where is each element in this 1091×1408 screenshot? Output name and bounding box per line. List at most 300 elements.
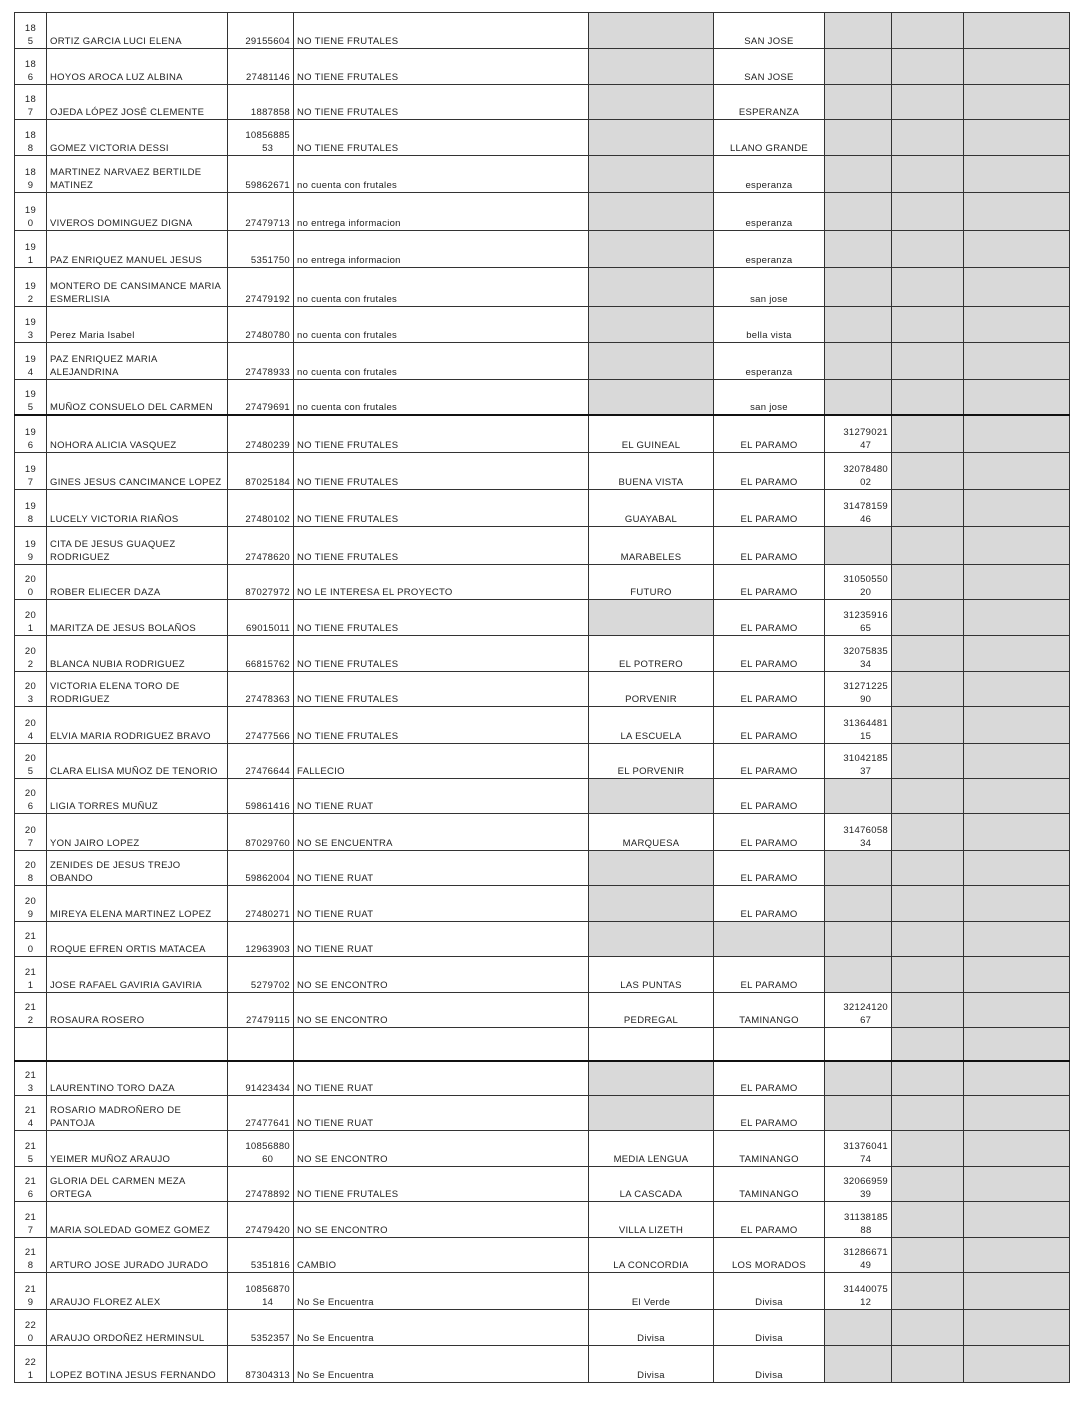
municipio [714,1061,825,1096]
vereda [589,343,714,380]
observation-text: No Se Encuentra [297,1333,374,1344]
row-number-part: 8 [27,1260,34,1271]
municipio [714,343,825,380]
table-row [15,672,1070,707]
empty-row [15,1028,1070,1061]
phone-number-part: 32078480 [843,464,888,475]
vereda [589,744,714,779]
beneficiary-name-line: CLARA ELISA MUÑOZ DE TENORIO [50,766,218,777]
table-row [15,156,1070,193]
municipio [714,1131,825,1167]
id-document [228,13,294,49]
id-document-value [251,1259,290,1272]
id-document-part: 66815762 [245,659,290,670]
phone-number-part: 74 [860,1154,872,1165]
beneficiary-name [47,886,228,922]
beneficiary-name-line: VIVEROS DOMINGUEZ DIGNA [50,218,193,229]
row-number-part: 19 [24,205,37,216]
observation-text: no entrega informacion [297,255,401,266]
table-row [15,120,1070,156]
vereda-text: El Verde [631,1297,671,1308]
extra-cell-1 [892,490,964,527]
table-row [15,851,1070,886]
empty-cell [825,1028,892,1061]
phone-number [825,636,892,672]
phone-number [825,13,892,49]
observation-text: NO SE ENCONTRO [297,1154,388,1165]
id-document-value [245,730,290,743]
id-document-part: 91423434 [245,1083,290,1094]
vereda [589,231,714,268]
observation-text: NO TIENE FRUTALES [297,1189,399,1200]
municipio [714,565,825,600]
row-number-part: 6 [27,440,34,451]
id-document [228,1202,294,1238]
beneficiary-name-line: ARAUJO ORDOÑEZ HERMINSUL [50,1333,205,1344]
vereda-text: Divisa [637,1370,665,1381]
row-number-part: 4 [27,367,34,378]
row-number [15,707,47,744]
observation [294,156,589,193]
id-document [228,1273,294,1310]
id-document [228,527,294,565]
row-number [15,1167,47,1202]
row-number-part: 1 [27,980,34,991]
vereda [589,957,714,993]
vereda [589,565,714,600]
vereda [589,779,714,814]
beneficiary-name-line: MUÑOZ CONSUELO DEL CARMEN [50,401,213,413]
row-number [15,1096,47,1131]
vereda-text: LA CASCADA [619,1189,683,1200]
extra-cell-2 [964,1096,1070,1131]
phone-number-part: 31376041 [843,1141,888,1152]
municipio [714,1167,825,1202]
id-document-value [245,401,290,414]
row-number-part: 8 [27,143,34,154]
phone-number-part: 39 [860,1189,872,1200]
beneficiary-name-line: MARIA SOLEDAD GOMEZ GOMEZ [50,1225,211,1236]
phone-number [825,49,892,85]
extra-cell-2 [964,527,1070,565]
observation [294,672,589,707]
vereda [589,707,714,744]
municipio [714,993,825,1028]
row-number-part: 19 [24,539,37,550]
vereda [589,120,714,156]
id-document-value [245,551,290,564]
phone-number-part: 31286671 [843,1247,888,1258]
id-document [228,744,294,779]
observation [294,453,589,490]
id-document-value [245,765,290,778]
phone-number [825,490,892,527]
observation [294,886,589,922]
phone-number [825,922,892,957]
id-document-part: 87025184 [245,477,290,488]
beneficiary-name-line: GOMEZ VICTORIA DESSI [50,143,169,154]
phone-number-part: 37 [860,766,872,777]
observation-text: NO TIENE FRUTALES [297,731,399,742]
id-document [228,156,294,193]
municipio [714,1310,825,1346]
municipio [714,744,825,779]
vereda-text: VILLA LIZETH [618,1225,684,1236]
id-document [228,636,294,672]
id-document-part: 27481146 [246,72,290,83]
beneficiary-name-line: CITA DE JESUS GUAQUEZ [50,539,176,550]
extra-cell-1 [892,1346,964,1383]
phone-number [825,1061,892,1096]
beneficiary-name-line: MATINEZ [50,180,94,191]
row-number-part: 0 [27,587,34,598]
phone-number-value [843,680,888,706]
id-document-value [245,908,290,921]
vereda-text: LA ESCUELA [620,731,682,742]
observation [294,1238,589,1273]
row-number-part: 21 [24,1105,37,1116]
id-document-part: 27478363 [245,694,290,705]
row-number [15,886,47,922]
table-row [15,1061,1070,1096]
extra-cell-1 [892,1202,964,1238]
observation [294,85,589,120]
observation-text: no entrega informacion [297,218,401,229]
id-document-part: 12963903 [245,944,290,955]
row-number-part: 5 [27,401,34,413]
row-number [15,1310,47,1346]
beneficiary-name-line: PAZ ENRIQUEZ MANUEL JESUS [50,255,203,266]
table-row [15,1131,1070,1167]
row-number [15,922,47,957]
beneficiary-name [47,490,228,527]
vereda [589,1346,714,1383]
row-number [15,453,47,490]
beneficiary-name [47,957,228,993]
id-document-part: 27478933 [245,367,290,378]
row-number-part: 20 [24,574,37,585]
extra-cell-2 [964,85,1070,120]
id-document-value [245,179,290,192]
id-document-part: 27478620 [245,552,290,563]
municipio-text: EL PARAMO [740,623,798,634]
id-document-part: 27478892 [245,1189,290,1200]
id-document-value [245,1117,290,1130]
extra-cell-1 [892,636,964,672]
extra-cell-1 [892,707,964,744]
row-number [15,380,47,415]
row-number-part: 20 [24,788,37,799]
id-document [228,672,294,707]
id-document-value [245,1224,290,1237]
extra-cell-2 [964,1061,1070,1096]
phone-number [825,1202,892,1238]
id-document [228,415,294,453]
beneficiary-name [47,1131,228,1167]
row-number-part: 20 [24,718,37,729]
beneficiary-name-line: MARTINEZ NARVAEZ BERTILDE [50,167,202,178]
table-row [15,1310,1070,1346]
beneficiary-name [47,672,228,707]
beneficiary-name [47,779,228,814]
beneficiary-name-line: OBANDO [50,873,93,884]
row-number-part: 6 [27,801,34,812]
id-document-value [245,513,290,526]
municipio [714,814,825,851]
id-document [228,85,294,120]
id-document-part: 87304313 [245,1370,290,1381]
observation-text: no cuenta con frutales [297,401,398,413]
beneficiary-name-line: Perez Maria Isabel [50,330,135,341]
municipio-text: SAN JOSE [744,72,794,83]
phone-number [825,380,892,415]
municipio-text: LOS MORADOS [731,1260,807,1271]
observation-text: NO TIENE FRUTALES [297,440,399,451]
phone-number-part: 32066959 [843,1176,888,1187]
row-number [15,343,47,380]
id-document [228,1238,294,1273]
table-row [15,922,1070,957]
beneficiary-name [47,1096,228,1131]
extra-cell-1 [892,1273,964,1310]
row-number-part: 4 [27,1118,34,1129]
municipio-text: EL PARAMO [740,694,798,705]
beneficiary-name [47,814,228,851]
phone-number-value [843,717,888,743]
beneficiary-name-line: RODRIGUEZ [50,552,110,563]
id-document-value [245,1188,290,1201]
row-number-part: 20 [24,681,37,692]
municipio [714,957,825,993]
municipio-text: EL PARAMO [740,552,798,563]
vereda-text: LAS PUNTAS [620,980,682,991]
id-document-value [246,71,290,84]
municipio [714,1346,825,1383]
extra-cell-1 [892,922,964,957]
id-document-value [245,1082,290,1095]
vereda-text: FUTURO [630,587,672,598]
observation-text: NO SE ENCUENTRA [297,838,393,849]
id-document-part: 27477566 [245,731,290,742]
extra-cell-2 [964,1310,1070,1346]
municipio-text: san jose [750,401,788,413]
observation-text: CAMBIO [297,1260,337,1271]
observation [294,231,589,268]
phone-number [825,231,892,268]
observation-text: NO TIENE RUAT [297,944,374,955]
phone-number-part: 32075835 [843,646,888,657]
extra-cell-1 [892,156,964,193]
table-row [15,268,1070,307]
id-document-part: 87027972 [245,587,290,598]
phone-number-part: 20 [860,587,872,598]
vereda [589,156,714,193]
empty-cell [964,1028,1070,1061]
beneficiary-name-line: LUCELY VICTORIA RIAÑOS [50,514,179,525]
beneficiary-name [47,851,228,886]
table-row [15,707,1070,744]
beneficiary-name-line: ROSARIO MADROÑERO DE PANTOJA [50,1105,182,1129]
extra-cell-2 [964,1131,1070,1167]
beneficiary-name-line: ROSAURA ROSERO [50,1015,145,1026]
id-document [228,1310,294,1346]
table-row [15,1202,1070,1238]
row-number-part: 7 [27,838,34,849]
extra-cell-1 [892,1310,964,1346]
observation-text: No Se Encuentra [297,1370,374,1381]
empty-cell [294,1028,589,1061]
id-document-value [246,1014,290,1027]
phone-number [825,1273,892,1310]
extra-cell-2 [964,993,1070,1028]
municipio-text: TAMINANGO [739,1015,799,1026]
row-number [15,1238,47,1273]
vereda [589,193,714,231]
row-number-part: 3 [27,694,34,705]
extra-cell-2 [964,13,1070,49]
beneficiary-name-line: YEIMER MUÑOZ ARAUJO [50,1154,171,1165]
beneficiary-name [47,268,228,307]
vereda [589,922,714,957]
phone-number-value [844,1211,888,1237]
phone-number [825,120,892,156]
municipio [714,636,825,672]
id-document [228,1131,294,1167]
municipio-text: EL PARAMO [740,514,798,525]
municipio [714,85,825,120]
vereda [589,1061,714,1096]
beneficiary-name-line: MIREYA ELENA MARTINEZ LOPEZ [50,909,212,920]
phone-number [825,886,892,922]
vereda [589,380,714,415]
extra-cell-2 [964,231,1070,268]
observation-text: NO SE ENCONTRO [297,980,388,991]
observation-text: no cuenta con frutales [297,330,398,341]
extra-cell-1 [892,886,964,922]
beneficiary-name-line: ZENIDES DE JESUS TREJO [50,860,181,871]
vereda [589,453,714,490]
id-document [228,779,294,814]
municipio-text: TAMINANGO [739,1154,799,1165]
id-document-part: 10856880 [245,1141,290,1152]
id-document-part: 69015011 [246,623,290,634]
phone-number [825,527,892,565]
municipio [714,120,825,156]
municipio-text: EL PARAMO [740,731,798,742]
observation [294,565,589,600]
phone-number-value [843,1175,888,1201]
municipio-text: EL PARAMO [740,766,798,777]
row-number [15,1202,47,1238]
beneficiary-name-line: OJEDA LÓPEZ JOSÉ CLEMENTE [50,107,205,118]
extra-cell-2 [964,672,1070,707]
extra-cell-2 [964,957,1070,993]
id-document-value [245,872,290,885]
beneficiaries-table [14,12,1070,1383]
extra-cell-2 [964,922,1070,957]
vereda [589,636,714,672]
vereda [589,13,714,49]
id-document [228,922,294,957]
observation-text: NO SE ENCONTRO [297,1225,388,1236]
municipio-text: Divisa [755,1333,783,1344]
id-document-value [245,129,290,155]
id-document-part: 53 [262,143,274,154]
observation-text: NO TIENE RUAT [297,801,374,812]
municipio-text: LLANO GRANDE [729,143,809,154]
extra-cell-2 [964,1167,1070,1202]
id-document-part: 27476644 [245,766,290,777]
phone-number [825,707,892,744]
row-number-part: 5 [27,1154,34,1165]
municipio-text: TAMINANGO [739,1189,799,1200]
row-number [15,1273,47,1310]
row-number [15,565,47,600]
id-document [228,453,294,490]
beneficiary-name [47,1310,228,1346]
id-document-value [245,800,290,813]
observation [294,1167,589,1202]
beneficiary-name-line: LOPEZ BOTINA JESUS FERNANDO [50,1370,216,1381]
row-number [15,268,47,307]
municipio-text: EL PARAMO [740,873,798,884]
row-number [15,120,47,156]
row-number [15,744,47,779]
extra-cell-1 [892,343,964,380]
table-row [15,343,1070,380]
observation-text: NO TIENE RUAT [297,1083,374,1094]
table-row [15,1096,1070,1131]
phone-number-part: 31364481 [843,718,888,729]
id-document-part: 27479420 [245,1225,290,1236]
empty-cell [892,1028,964,1061]
id-document-value [251,979,290,992]
row-number [15,1131,47,1167]
table-row [15,1167,1070,1202]
phone-number [825,453,892,490]
beneficiary-name-line: PAZ ENRIQUEZ MARIA [50,354,158,365]
observation-text: NO TIENE FRUTALES [297,659,399,670]
id-document-value [245,217,290,230]
vereda-text: LA CONCORDIA [613,1260,689,1271]
vereda-text: BUENA VISTA [618,477,684,488]
municipio-text: EL PARAMO [740,801,798,812]
beneficiary-name [47,307,228,343]
observation [294,600,589,636]
municipio [714,779,825,814]
table-row [15,85,1070,120]
municipio-text: EL PARAMO [740,980,798,991]
municipio [714,1238,825,1273]
vereda [589,307,714,343]
id-document-value [245,658,290,671]
observation-text: NO TIENE FRUTALES [297,552,399,563]
vereda-text: MARABELES [620,552,682,563]
row-number-part: 5 [27,36,34,47]
observation [294,49,589,85]
phone-number [825,307,892,343]
beneficiary-name [47,453,228,490]
id-document [228,886,294,922]
beneficiary-name [47,707,228,744]
vereda [589,814,714,851]
extra-cell-2 [964,380,1070,415]
phone-number-part: 31235916 [843,610,888,621]
phone-number-part: 31138185 [844,1212,888,1223]
id-document-part: 1887858 [250,107,290,118]
phone-number-value [843,1001,888,1027]
beneficiary-name [47,565,228,600]
